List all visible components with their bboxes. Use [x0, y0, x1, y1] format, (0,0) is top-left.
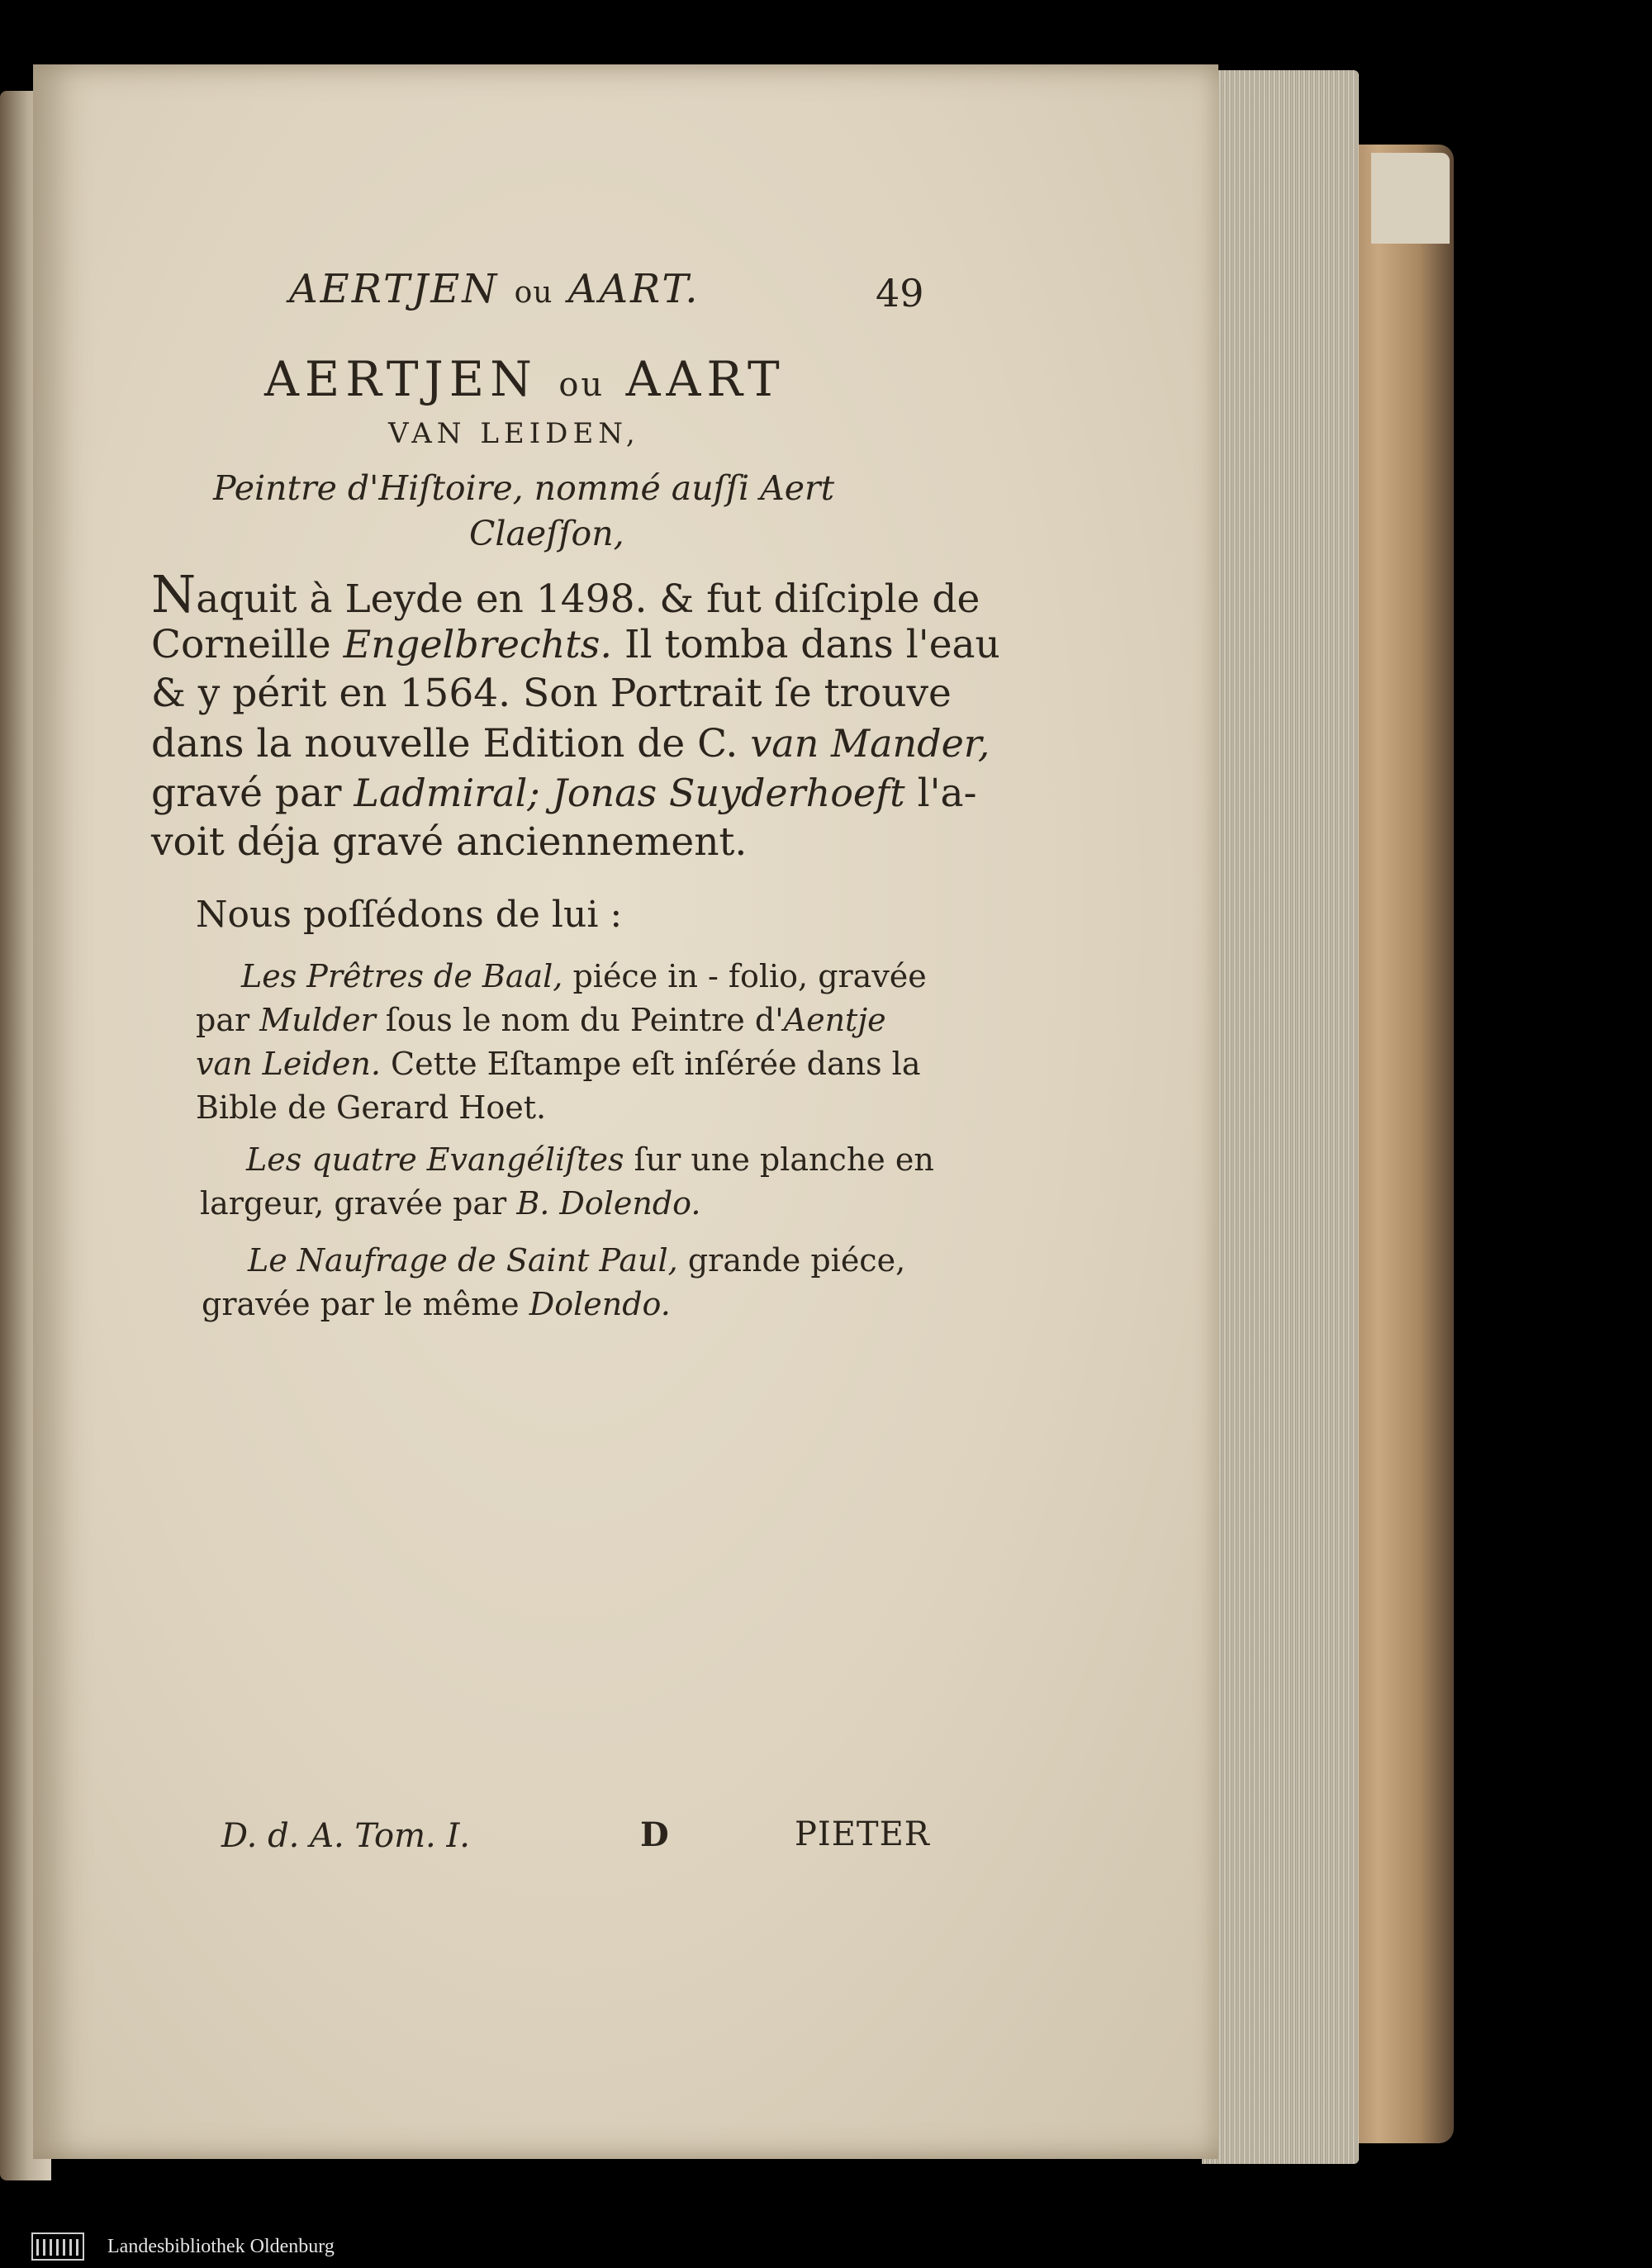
- work3-line-1: [248, 1239, 905, 1283]
- bio-text: aquit à Leyde en 1498. & fut diſciple de: [196, 576, 980, 622]
- work-title: Les Prêtres de Baal,: [241, 958, 563, 994]
- work2-line-1: [246, 1138, 934, 1182]
- work-text: gravée par le même: [202, 1286, 529, 1322]
- work-italic: Aentje: [783, 1002, 886, 1038]
- work1-line-2: [196, 999, 886, 1042]
- work2-line-2: [200, 1182, 700, 1226]
- work-text: piéce in - folio, gravée: [563, 958, 927, 994]
- running-head: [289, 266, 700, 312]
- library-bar: [0, 2225, 1652, 2268]
- bio-italic: Ladmiral;: [354, 771, 540, 815]
- running-head-connector: ou: [514, 276, 553, 310]
- bio-italic: van Mander,: [750, 721, 990, 766]
- title-part-b: AART: [625, 351, 786, 407]
- bio-text: Corneille: [151, 622, 344, 667]
- work-text: ſur une planche en: [624, 1141, 934, 1178]
- entry-subtitle: VAN LEIDEN,: [388, 417, 640, 450]
- work1-line-3: [196, 1042, 920, 1086]
- role-line-1: Peintre d'Hiſtoire, nommé auſſi Aert: [213, 468, 835, 508]
- work-text: grande piéce,: [677, 1242, 906, 1279]
- title-connector: ou: [558, 366, 605, 404]
- work-text: Cette Eſtampe eſt inſérée dans la: [380, 1046, 921, 1082]
- bio-line-6: voit déja gravé anciennement.: [151, 819, 748, 865]
- works-intro: Nous poſſédons de lui :: [196, 894, 623, 936]
- work-text: largeur, gravée par: [200, 1185, 517, 1222]
- bio-text: gravé par: [151, 771, 354, 816]
- work1-line-4: Bible de Gerard Hoet.: [196, 1089, 547, 1126]
- work-title: Les quatre Evangéliſtes: [246, 1141, 624, 1178]
- work1-line-1: [241, 955, 927, 999]
- library-building-icon: [31, 2232, 84, 2261]
- bio-line-3: & y périt en 1564. Son Portrait ſe trouve: [151, 671, 952, 716]
- work-title: Le Naufrage de Saint Paul,: [248, 1242, 678, 1279]
- entry-title: [264, 351, 786, 407]
- title-part-a: AERTJEN: [264, 351, 538, 407]
- page-edges: [1202, 70, 1359, 2164]
- catchword: PIETER: [795, 1815, 930, 1853]
- page-number: 49: [876, 271, 924, 316]
- bio-line-2: [151, 619, 1000, 670]
- work-italic: B. Dolendo.: [516, 1185, 701, 1222]
- drop-cap: N: [151, 564, 197, 624]
- cover-corner: [1371, 153, 1450, 244]
- work-italic: van Leiden.: [196, 1046, 381, 1082]
- bio-italic: Engelbrechts.: [343, 622, 613, 667]
- bio-line-5: [151, 768, 976, 818]
- bio-italic: Jonas Suyderhoeft: [539, 771, 905, 815]
- library-name: Landesbibliothek Oldenburg: [107, 2235, 335, 2257]
- bio-line-4: [151, 719, 990, 769]
- work-italic: Mulder: [259, 1002, 376, 1038]
- signature-line: D. d. A. Tom. I.: [221, 1817, 470, 1855]
- work3-line-2: [202, 1283, 671, 1326]
- bio-line-1: [151, 564, 980, 624]
- signature-mark: D: [640, 1815, 669, 1854]
- role-line-2: Claeſſon,: [469, 514, 624, 553]
- bio-text: Il tomba dans l'eau: [612, 622, 1000, 667]
- running-head-left: AERTJEN: [289, 266, 500, 312]
- bio-text: l'a-: [904, 771, 977, 816]
- work-italic: Dolendo.: [529, 1286, 671, 1322]
- work-text: par: [196, 1002, 260, 1038]
- running-head-right: AART.: [567, 266, 700, 312]
- bio-text: dans la nouvelle Edition de C.: [151, 721, 751, 766]
- work-text: ſous le nom du Peintre d': [375, 1002, 784, 1038]
